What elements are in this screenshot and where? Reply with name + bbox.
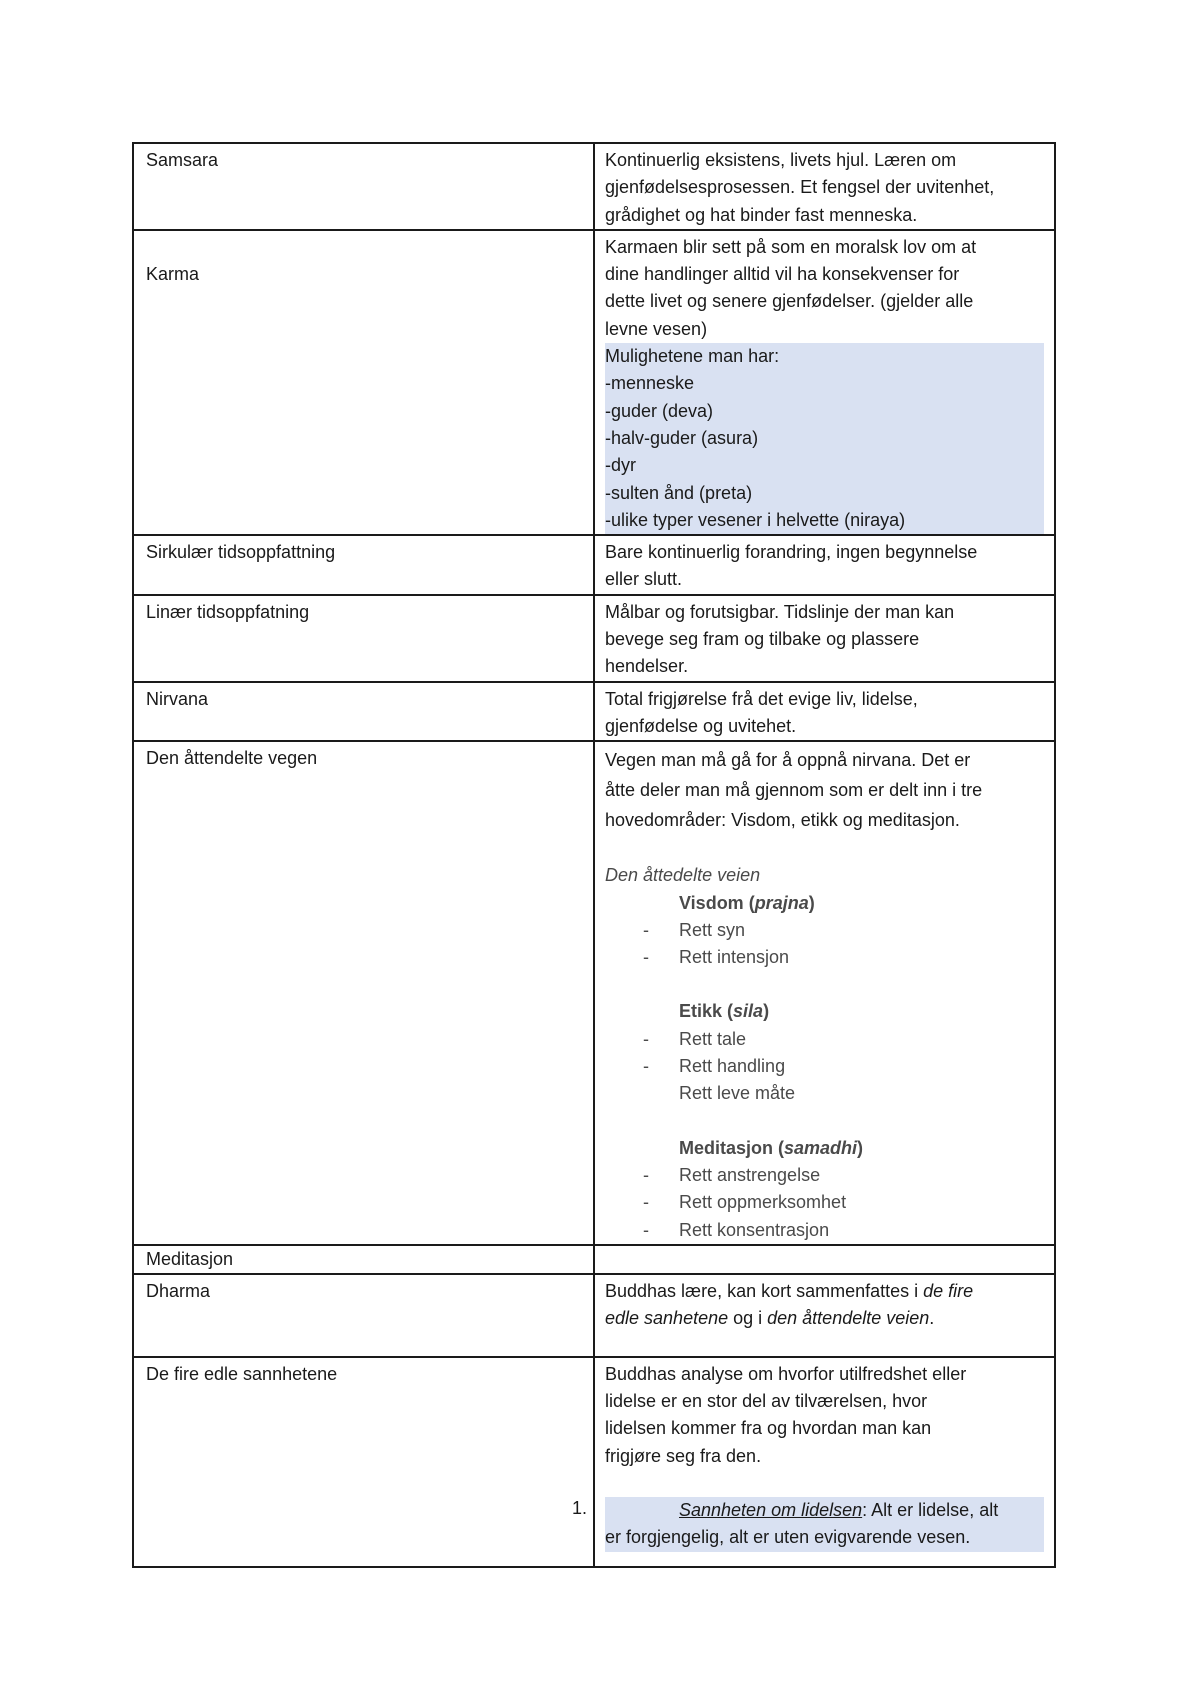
definition-cell	[594, 682, 1055, 742]
term-cell	[133, 535, 594, 595]
dash-bullet-icon: -	[643, 919, 649, 940]
list-item: - Rett konsentrasjon	[605, 1217, 1044, 1244]
table-row	[133, 230, 1055, 535]
term-label: Sirkulær tidsoppfattning	[146, 542, 336, 563]
definition-line: gjenfødelsesprosessen. Et fengsel der uvitenhet,	[605, 177, 995, 198]
definition-line: Buddhas lære, kan kort sammenfattes i de fire	[605, 1280, 974, 1301]
definition-line: frigjøre seg fra den.	[605, 1445, 762, 1466]
term-cell	[133, 1357, 594, 1567]
definition-line: dette livet og senere gjenfødelser. (gjelder alle	[605, 291, 974, 312]
table-row	[133, 595, 1055, 682]
term-label: Nirvana	[146, 688, 209, 709]
list-item: -guder (deva)	[605, 400, 714, 421]
definition-line: grådighet og hat binder fast menneska.	[605, 204, 918, 225]
term-cell	[133, 143, 594, 230]
list-item: Mulighetene man har:	[605, 346, 780, 367]
dash-bullet-icon: -	[643, 1164, 649, 1185]
table-row	[133, 1274, 1055, 1357]
definition-line: hovedområder: Visdom, etikk og meditasjon.	[605, 810, 960, 831]
table-row	[133, 682, 1055, 742]
group-term: prajna	[754, 892, 809, 913]
definition-cell	[594, 143, 1055, 230]
group-term: sila	[733, 1001, 764, 1022]
term-cell	[133, 1245, 594, 1274]
definition-cell	[594, 1274, 1055, 1357]
term-label: De fire edle sannhetene	[146, 1363, 338, 1384]
highlighted-list	[605, 343, 1044, 534]
definition-cell	[594, 595, 1055, 682]
list-item: -dyr	[605, 455, 636, 476]
definition-line: lidelsen kommer fra og hvordan man kan	[605, 1418, 932, 1439]
list-item: Sannheten om lidelsen: Alt er lidelse, alt	[679, 1499, 999, 1520]
definition-line: Karmaen blir sett på som en moralsk lov om at	[605, 236, 977, 257]
definition-line: åtte deler man må gjennom som er delt inn i tre	[605, 780, 983, 801]
dash-bullet-icon: -	[643, 1219, 649, 1240]
group-name: Meditasjon	[679, 1137, 774, 1158]
definition-cell	[594, 741, 1055, 1245]
glossary-table	[132, 142, 1056, 1568]
list-item: - Rett intensjon	[605, 944, 1044, 971]
definition-line: edle sanhetene og i den åttendelte veien.	[605, 1308, 935, 1329]
term-label: Samsara	[146, 150, 219, 170]
list-item: -menneske	[605, 373, 695, 394]
group-name: Visdom	[679, 892, 744, 913]
group-term: samadhi	[784, 1137, 858, 1158]
group-heading-etikk: Etikk (sila)	[679, 1001, 770, 1022]
definition-line: dine handlinger alltid vil ha konsekvenser for	[605, 264, 960, 285]
table-row	[133, 1357, 1055, 1567]
definition-cell	[594, 1245, 1055, 1274]
term-label: Meditasjon	[146, 1248, 234, 1269]
definition-line: Total frigjørelse frå det evige liv, lidelse,	[605, 688, 918, 709]
definition-line: gjenfødelse og uvitehet.	[605, 715, 797, 736]
list-item: Rett leve måte	[679, 1083, 796, 1104]
dash-bullet-icon: -	[643, 1028, 649, 1049]
definition-line: eller slutt.	[605, 569, 683, 590]
definition-line: Bare kontinuerlig forandring, ingen begynnelse	[605, 542, 978, 563]
group-name: Etikk	[679, 1001, 723, 1022]
definition-cell	[594, 535, 1055, 595]
list-item: - Rett tale	[605, 1026, 1044, 1053]
list-item: -sulten ånd (preta)	[605, 482, 753, 503]
table-row	[133, 535, 1055, 595]
highlighted-list	[605, 1497, 1044, 1552]
dash-bullet-icon: -	[643, 1056, 649, 1077]
list-item: - Rett anstrengelse	[605, 1162, 1044, 1189]
dash-bullet-icon: -	[643, 947, 649, 968]
list-item: -ulike typer vesener i helvette (niraya)	[605, 509, 906, 530]
term-label: Karma	[146, 263, 200, 284]
definition-line: hendelser.	[605, 656, 689, 677]
definition-line: Buddhas analyse om hvorfor utilfredshet eller	[605, 1363, 967, 1384]
path-title: Den åttedelte veien	[605, 865, 761, 886]
definition-line: levne vesen)	[605, 318, 708, 339]
term-cell	[133, 595, 594, 682]
truth-title: Sannheten om lidelsen	[679, 1499, 863, 1520]
definition-line: lidelse er en stor del av tilværelsen, hvor	[605, 1391, 928, 1412]
definition-line: Målbar og forutsigbar. Tidslinje der man kan	[605, 601, 955, 622]
dash-bullet-icon: -	[643, 1192, 649, 1213]
term-label: Den åttendelte vegen	[146, 748, 318, 769]
term-cell	[133, 741, 594, 1245]
group-heading-visdom: Visdom (prajna)	[679, 892, 815, 913]
definition-line: Kontinuerlig eksistens, livets hjul. Læren om	[605, 150, 957, 170]
table-row	[133, 741, 1055, 1245]
list-item: -halv-guder (asura)	[605, 427, 759, 448]
definition-cell	[594, 230, 1055, 535]
list-item: er forgjengelig, alt er uten evigvarende vesen.	[605, 1527, 971, 1548]
table-row	[133, 143, 1055, 230]
list-item: - Rett syn	[605, 917, 1044, 944]
list-number: 1.	[571, 1497, 587, 1518]
term-label: Linær tidsoppfatning	[146, 601, 310, 622]
table-row	[133, 1245, 1055, 1274]
definition-line: Vegen man må gå for å oppnå nirvana. Det er	[605, 750, 971, 771]
group-heading-meditasjon: Meditasjon (samadhi)	[679, 1137, 864, 1158]
term-cell	[133, 682, 594, 742]
definition-line: bevege seg fram og tilbake og plassere	[605, 629, 920, 650]
list-item: - Rett oppmerksomhet	[605, 1189, 1044, 1216]
term-cell	[133, 1274, 594, 1357]
list-item: - Rett handling	[605, 1053, 1044, 1080]
term-cell	[133, 230, 594, 535]
term-label: Dharma	[146, 1280, 211, 1301]
definition-cell	[594, 1357, 1055, 1567]
